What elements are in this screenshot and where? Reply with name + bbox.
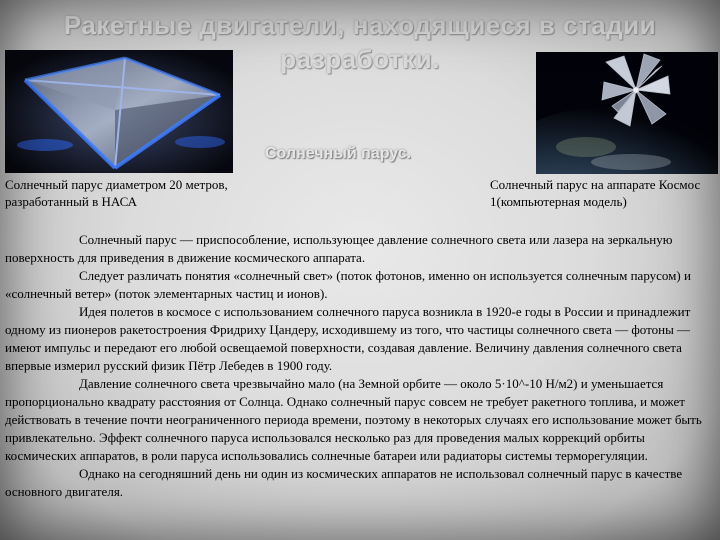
title-line-2: разработки. bbox=[280, 44, 440, 74]
cosmos-1-image bbox=[536, 52, 718, 174]
paragraph-light-vs-wind: Следует различать понятия «солнечный свет» (поток фотонов, именно он используется солнечным парусом) и «солнечный ветер» (поток элементарных частиц и ионов). bbox=[5, 268, 691, 301]
caption-left: Солнечный парус диаметром 20 метров, разработанный в НАСА bbox=[5, 177, 228, 209]
cosmos-1-sail-model-image bbox=[536, 52, 718, 174]
paragraph-history: Идея полетов в космосе с использованием солнечного паруса возникла в 1920-е годы в России и принадлежит одному из пионеров ракетостроения Фридриху Цандеру, исходившему из того, что частицы солнечного света — фотоны — имеют импульс и передают его любой освещаемой поверхности, создавая давление. Величину давления солнечного света впервые измерил русский физик Пётр Лебедев в 1900 году. bbox=[5, 304, 691, 373]
title-line-1: Ракетные двигатели, находящиеся в стадии bbox=[63, 10, 657, 40]
paragraph-pressure: Давление солнечного света чрезвычайно мало (на Земной орбите — около 5·10^-10 Н/м2) и уменьшается пропорционально квадрату расстояния от Солнца. Однако солнечный парус совсем не требует ракетного топлива, и может действовать в течение почти неограниченного периода времени, поэтому в некоторых случаях его использование может быть привлекательно. Эффект солнечного паруса использовался несколько раз для проведения малых коррекций орбиты космических аппаратов, в роли паруса использовались солнечные батареи или радиаторы системы терморегуляции. bbox=[5, 376, 702, 463]
section-subtitle: Солнечный парус. bbox=[265, 145, 412, 162]
paragraph-definition: Солнечный парус — приспособление, использующее давление солнечного света или лазера на зеркальную поверхность для приведения в движение космического аппарата. bbox=[5, 232, 673, 265]
body-text bbox=[5, 231, 713, 501]
solar-sail-image bbox=[5, 50, 233, 173]
nasa-solar-sail-photo bbox=[5, 50, 233, 173]
paragraph-conclusion: Однако на сегодняшний день ни один из космических аппаратов не использовал солнечный парус в качестве основного двигателя. bbox=[5, 466, 683, 499]
caption-right: Солнечный парус на аппарате Космос 1(компьютерная модель) bbox=[490, 177, 701, 209]
